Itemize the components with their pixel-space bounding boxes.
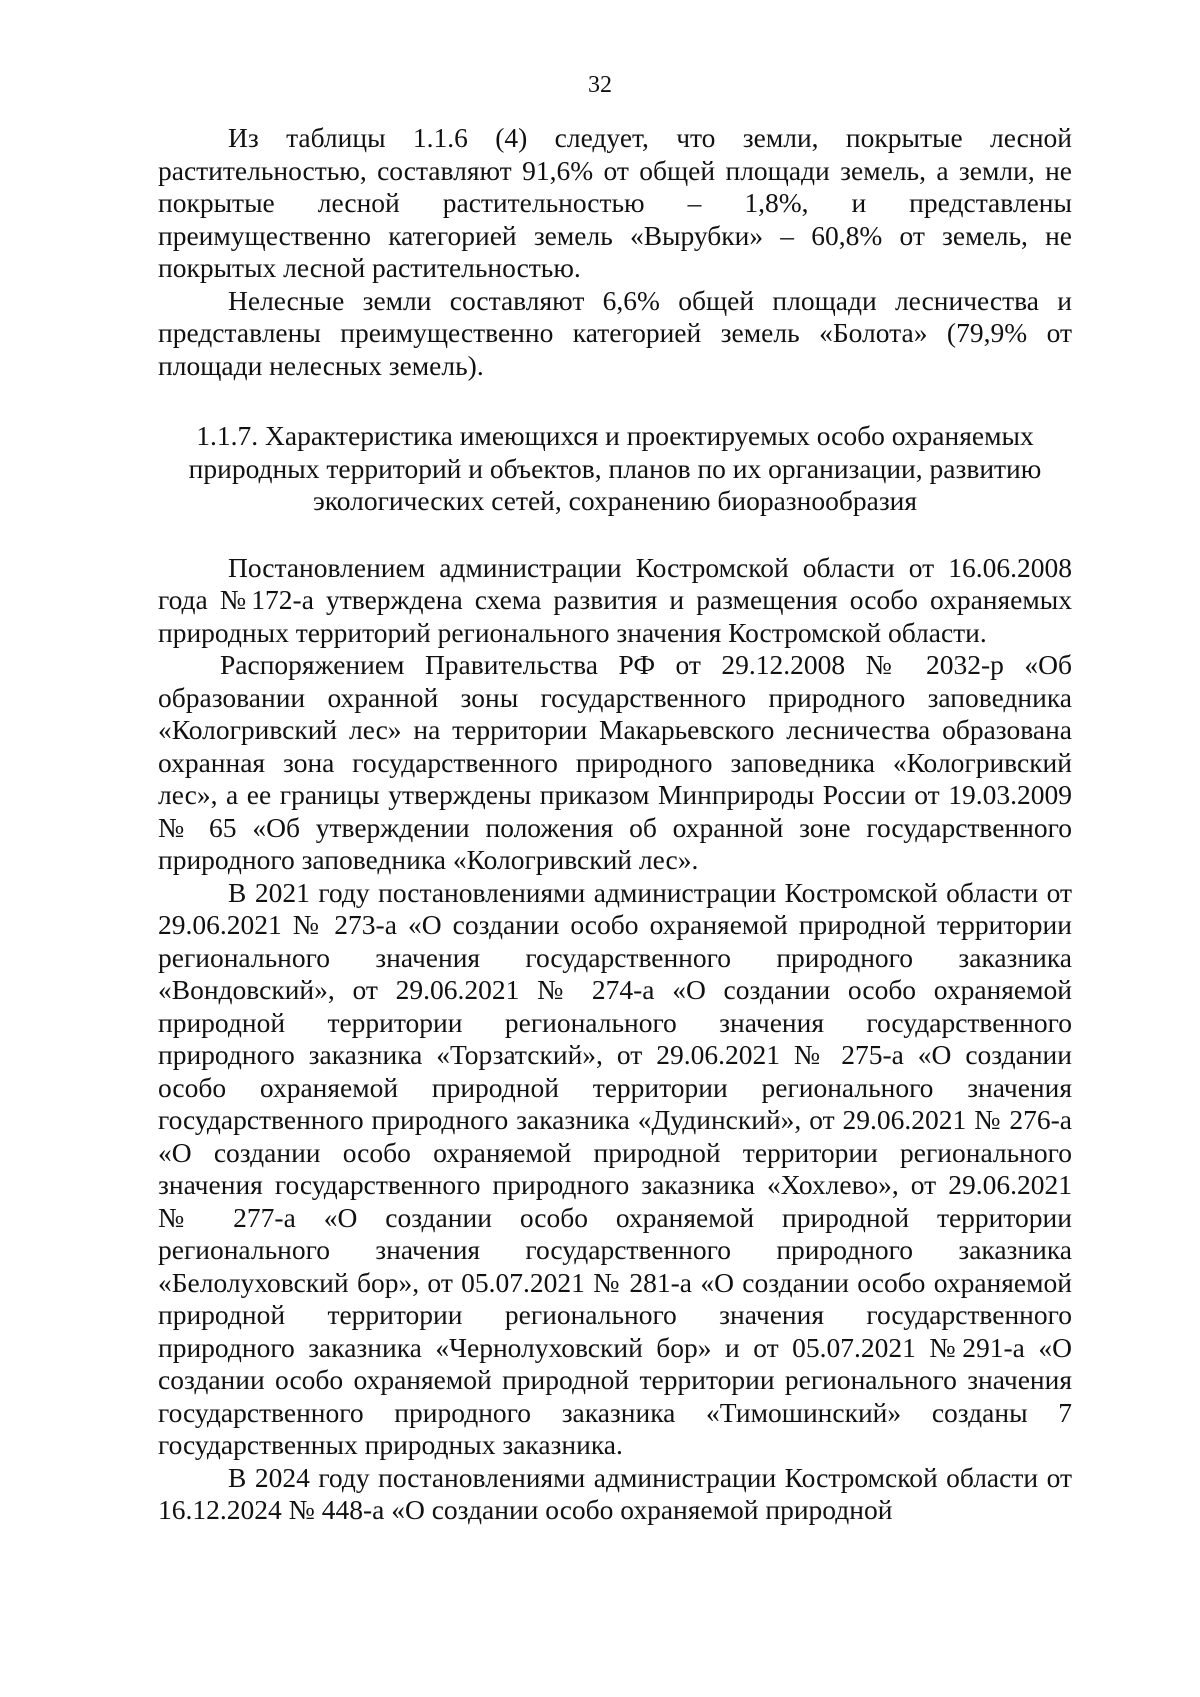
paragraph-reserves-2024: В 2024 году постановлениями администрации Костромской области от 16.12.2024 № 448-а «О создании особо охраняемой природной xyxy=(158,1461,1072,1525)
section-heading: 1.1.7. Характеристика имеющихся и проектируемых особо охраняемых природных территорий и объектов, планов по их организации, развитию экологических сетей, сохранению биоразнообразия xyxy=(188,420,1042,516)
page-number: 32 xyxy=(588,72,612,98)
page-body xyxy=(158,122,1072,1527)
paragraph-resolution-2008: Постановлением администрации Костромской области от 16.06.2008 года №172-а утверждена схема развития и размещения особо охраняемых природных территорий регионального значения Костромской области. xyxy=(158,551,1072,648)
paragraph-reserves-2021: В 2021 году постановлениями администрации Костромской области от 29.06.2021 № 273-а «О создании особо охраняемой природной территории регионального значения государственного природного заказника «Вондовский», от 29.06.2021 № 274-а «О создании особо охраняемой природной территории регионального значения государственного природного заказника «Торзатский», от 29.06.2021 № 275-а «О создании особо охраняемой природной территории регионального значения государственного природного заказника «Дудинский», от 29.06.2021 № 276-а «О создании особо охраняемой природной территории регионального значения государственного природного заказника «Хохлево», от 29.06.2021 № 277-а «О создании особо охраняемой природной территории регионального значения государственного природного заказника «Белолуховский бор», от 05.07.2021 № 281-а «О создании особо охраняемой природной территории регионального значения государственного природного заказника «Чернолуховский бор» и от 05.07.2021 №291-а «О создании особо охраняемой природной территории регионального значения государственного природного заказника «Тимошинский» созданы 7 государственных природных заказника. xyxy=(158,876,1072,1460)
paragraph-land-cover: Из таблицы 1.1.6 (4) следует, что земли, покрытые лесной растительностью, составляют 91,6% от общей площади земель, а земли, не покрытые лесной растительностью – 1,8%, и представлены преимущественно категорией земель «Вырубки» – 60,8% от земель, не покрытых лесной растительностью. xyxy=(158,122,1072,283)
paragraph-order-2008: Распоряжением Правительства РФ от 29.12.2008 № 2032-р «Об образовании охранной зоны государственного природного заповедника «Кологривский лес» на территории Макарьевского лесничества образована охранная зона государственного природного заповедника «Кологривский лес», а ее границы утверждены приказом Минприроды России от 19.03.2009 № 65 «Об утверждении положения об охранной зоне государственного природного заповедника «Кологривский лес». xyxy=(158,649,1072,875)
paragraph-nonforest-land: Нелесные земли составляют 6,6% общей площади лесничества и представлены преимущественно категорией земель «Болота» (79,9% от площади нелесных земель). xyxy=(158,284,1072,381)
